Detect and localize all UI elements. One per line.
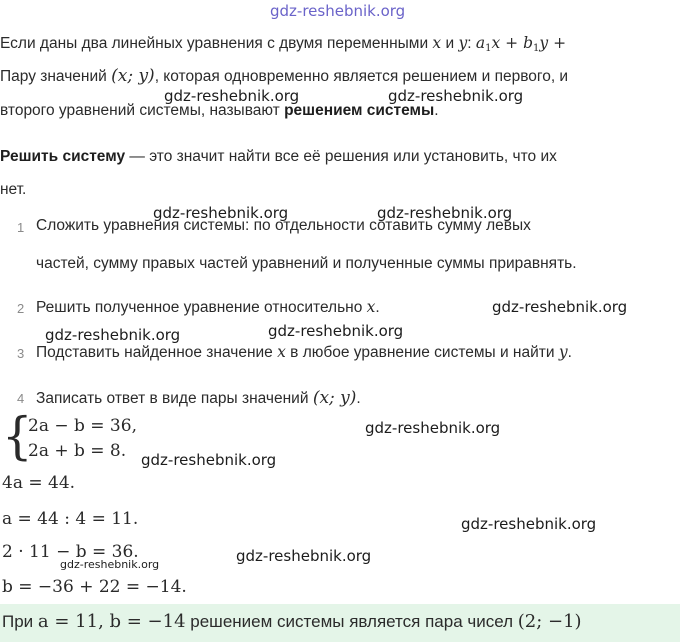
plus-sign-2: + xyxy=(548,34,567,52)
answer-text xyxy=(2,611,582,632)
step-number: 4 xyxy=(17,391,25,406)
period: . xyxy=(356,390,361,407)
step-3-text xyxy=(36,343,572,362)
plus-sign: + xyxy=(500,34,524,52)
coef-b: b xyxy=(523,34,533,52)
definition-line-2 xyxy=(0,181,26,199)
answer-label: При xyxy=(2,612,38,631)
coef-a: a xyxy=(475,34,486,52)
intro-text: Если даны два линейных уравнения с двумя переменными xyxy=(0,35,433,52)
watermark: gdz-reshebnik.org xyxy=(153,204,289,222)
watermark: gdz-reshebnik.org xyxy=(377,204,513,222)
solution-line-2: a = 44 : 4 = 11. xyxy=(2,509,139,529)
term-solution: решением системы xyxy=(284,102,435,119)
step-3-label-b: в любое уравнение системы и найти xyxy=(285,344,559,361)
intro-text-3: второго уравнений системы, называют xyxy=(0,102,285,119)
step-2-label: Решить полученное уравнение относительно xyxy=(36,299,367,316)
pair-xy: (x; y) xyxy=(312,388,357,408)
pair-xy: (x; y) xyxy=(111,66,155,86)
intro-text-2b: , которая одновременно является решением и первого, и xyxy=(154,68,569,85)
watermark: gdz-reshebnik.org xyxy=(268,322,404,340)
var-x: x xyxy=(366,298,376,316)
var-y: y xyxy=(458,34,468,52)
var-y: y xyxy=(558,343,568,361)
step-3-label: Подставить найденное значение xyxy=(36,344,278,361)
solution-line-1: 4a = 44. xyxy=(2,473,76,493)
watermark: gdz-reshebnik.org xyxy=(236,547,372,565)
step-number: 1 xyxy=(17,220,25,235)
watermark: gdz-reshebnik.org xyxy=(461,515,597,533)
term-solve: Решить систему xyxy=(0,148,126,165)
colon-text: : xyxy=(467,35,476,52)
watermark: gdz-reshebnik.org xyxy=(365,419,501,437)
solution-line-3: 2 · 11 − b = 36. xyxy=(2,542,139,562)
definition-line-1 xyxy=(0,148,557,166)
subscript-1: 1 xyxy=(485,43,492,54)
definition-text: — это значит найти все её решения или установить, что их xyxy=(125,148,557,165)
intro-text-2: Пару значений xyxy=(0,68,112,85)
intro-line-3 xyxy=(0,102,439,120)
eq-var-y: y xyxy=(539,34,549,52)
watermark: gdz-reshebnik.org xyxy=(45,326,181,344)
period: . xyxy=(434,102,439,119)
period: . xyxy=(375,299,380,316)
step-4-text xyxy=(36,388,361,408)
intro-line-1 xyxy=(0,34,566,54)
system-equation-2: 2a + b = 8. xyxy=(28,441,127,461)
answer-pair: (2; −1) xyxy=(517,611,582,632)
system-equation-1: 2a − b = 36, xyxy=(28,416,137,436)
step-4-label: Записать ответ в виде пары значений xyxy=(36,390,313,407)
watermark: gdz-reshebnik.org xyxy=(388,87,524,105)
watermark: gdz-reshebnik.org xyxy=(492,298,628,316)
watermark: gdz-reshebnik.org xyxy=(164,87,300,105)
and-text: и xyxy=(441,35,459,52)
solution-line-4: b = −36 + 22 = −14. xyxy=(2,577,187,597)
step-number: 2 xyxy=(17,301,25,316)
var-x: x xyxy=(277,343,286,361)
watermark: gdz-reshebnik.org xyxy=(141,451,277,469)
watermark: gdz-reshebnik.org xyxy=(60,558,160,571)
var-x: x xyxy=(432,34,442,52)
step-1-text: Сложить уравнения системы: по отдельности сотавить сумму левых xyxy=(36,217,531,234)
period: . xyxy=(567,344,572,361)
step-number: 3 xyxy=(17,346,25,361)
definition-text-2: нет. xyxy=(0,181,27,198)
system-brace: { xyxy=(2,406,33,466)
answer-values: a = 11, b = −14 xyxy=(37,611,186,632)
subscript-2: 1 xyxy=(533,43,540,54)
intro-line-2 xyxy=(0,66,568,86)
watermark: gdz-reshebnik.org xyxy=(270,2,406,20)
answer-label-2: решением системы является пара чисел xyxy=(185,612,518,631)
step-2-text xyxy=(36,298,380,317)
eq-var-x: x xyxy=(491,34,501,52)
step-1-text-2: частей, сумму правых частей уравнений и полученные суммы приравнять. xyxy=(36,255,577,272)
